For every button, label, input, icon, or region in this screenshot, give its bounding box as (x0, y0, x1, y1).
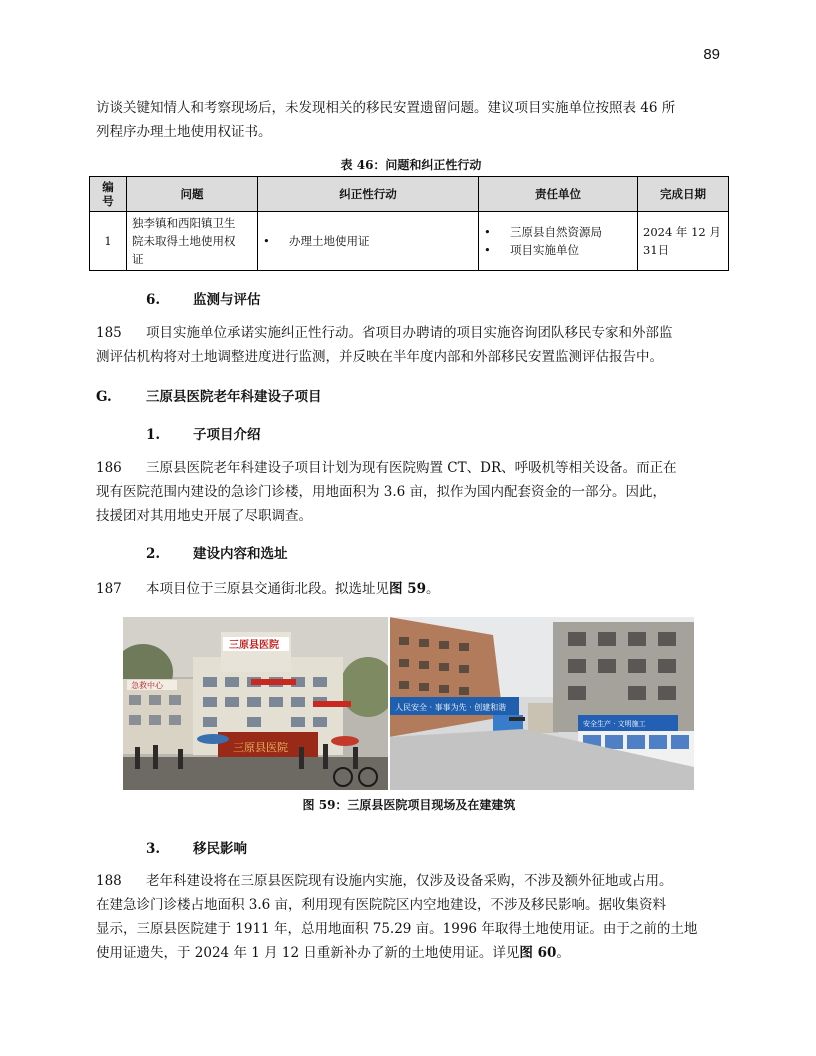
intro-paragraph (96, 96, 722, 144)
paragraph-end: 。 (426, 581, 440, 597)
row-action (258, 212, 479, 271)
table-header-row (90, 177, 729, 212)
date-line: 31日 (643, 243, 670, 257)
section-heading-6 (146, 288, 261, 308)
date-line: 2024 年 12 月 (643, 225, 721, 239)
paragraph-number: 188 (96, 873, 122, 889)
corrective-action-table (89, 176, 729, 271)
section-title: 移民影响 (193, 841, 247, 857)
table-row (90, 212, 729, 271)
paragraph-185 (96, 321, 722, 369)
bullet-icon: • (484, 243, 491, 257)
row-responsible (479, 212, 638, 271)
header-responsible: 责任单位 (479, 177, 638, 212)
site-photo-illustration (123, 617, 694, 790)
action-text: 办理土地使用证 (289, 234, 370, 248)
board-title-text: 安全生产 · 文明施工 (583, 720, 646, 728)
hospital-sign-text: 三原县医院 (229, 640, 279, 651)
figure-reference-link[interactable]: 图 60 (519, 945, 557, 961)
paragraph-line: 测评估机构将对土地调整进度进行监测，并反映在半年度内部和外部移民安置监测评估报告中。 (96, 349, 663, 365)
section-title: 三原县医院老年科建设子项目 (146, 389, 322, 405)
section-number: 6. (146, 292, 161, 308)
header-num-line-2: 号 (102, 194, 114, 208)
row-problem (127, 212, 258, 271)
bullet-icon: • (263, 234, 270, 248)
paragraph-number: 185 (96, 325, 122, 341)
intro-line-1: 访谈关键知情人和考察现场后，未发现相关的移民安置遗留问题。建议项目实施单位按照表 46 所 (96, 100, 676, 116)
paragraph-line: 三原县医院老年科建设子项目计划为现有医院购置 CT、DR、呼吸机等相关设备。而正在 (146, 460, 677, 476)
table-caption: 表 46：问题和纠正性行动 (340, 158, 482, 172)
site-photo (123, 617, 694, 790)
problem-line: 院未取得土地使用权 (132, 234, 236, 248)
gate-sign-text: 三原县医院 (233, 741, 288, 754)
responsible-item: 三原县自然资源局 (510, 225, 602, 239)
header-num (90, 177, 127, 212)
paragraph-end: 。 (556, 945, 570, 961)
problem-line: 独李镇和西阳镇卫生 (132, 216, 236, 230)
paragraph-188 (96, 869, 722, 965)
paragraph-line: 在建急诊门诊楼占地面积 3.6 亩，利用现有医院院区内空地建设，不涉及移民影响。据收集资料 (96, 897, 667, 913)
row-date (638, 212, 729, 271)
section-number: 3. (146, 841, 161, 857)
header-problem: 问题 (127, 177, 258, 212)
site-banner-text: 人民安全 · 事事为先 · 创建和谐 (395, 703, 507, 712)
section-heading-2 (146, 542, 288, 562)
section-heading-1 (146, 423, 261, 443)
page-number: 89 (703, 46, 720, 63)
paragraph-line: 老年科建设将在三原县医院现有设施内实施，仅涉及设备采购，不涉及额外征地或占用。 (146, 873, 673, 889)
responsible-item: 项目实施单位 (510, 243, 579, 257)
bullet-icon: • (484, 225, 491, 239)
row-num: 1 (90, 212, 127, 271)
section-title: 子项目介绍 (193, 427, 261, 443)
section-heading-3 (146, 837, 247, 857)
paragraph-line: 现有医院范围内建设的急诊门诊楼，用地面积为 3.6 亩，拟作为国内配套资金的一部分。因此， (96, 484, 667, 500)
section-number: 2. (146, 546, 161, 562)
figure-reference-link[interactable]: 图 59 (389, 581, 426, 597)
paragraph-number: 187 (96, 581, 122, 597)
paragraph-number: 186 (96, 460, 122, 476)
paragraph-186 (96, 456, 722, 528)
problem-line: 证 (132, 252, 144, 266)
paragraph-line: 使用证遗失，于 2024 年 1 月 12 日重新补办了新的土地使用证。详见 (96, 945, 520, 961)
header-num-line-1: 编 (102, 180, 114, 194)
clinic-sign-text: 急救中心 (131, 681, 163, 690)
header-date: 完成日期 (638, 177, 729, 212)
section-title: 建设内容和选址 (193, 546, 288, 562)
figure-caption: 图 59：三原县医院项目现场及在建建筑 (302, 798, 516, 812)
paragraph-text: 本项目位于三原县交通街北段。拟选址见 (146, 581, 389, 597)
paragraph-line: 显示，三原县医院建于 1911 年，总用地面积 75.29 亩。1996 年取得土地使用证。由于之前的土地 (96, 921, 698, 937)
paragraph-line: 技援团对其用地史开展了尽职调查。 (96, 508, 312, 524)
section-number: G. (96, 389, 112, 405)
paragraph-187 (96, 577, 722, 601)
paragraph-line: 项目实施单位承诺实施纠正性行动。省项目办聘请的项目实施咨询团队移民专家和外部监 (146, 325, 673, 341)
section-number: 1. (146, 427, 161, 443)
header-action: 纠正性行动 (258, 177, 479, 212)
intro-line-2: 列程序办理土地使用权证书。 (96, 124, 272, 140)
section-heading-g (96, 385, 322, 405)
section-title: 监测与评估 (193, 292, 261, 308)
